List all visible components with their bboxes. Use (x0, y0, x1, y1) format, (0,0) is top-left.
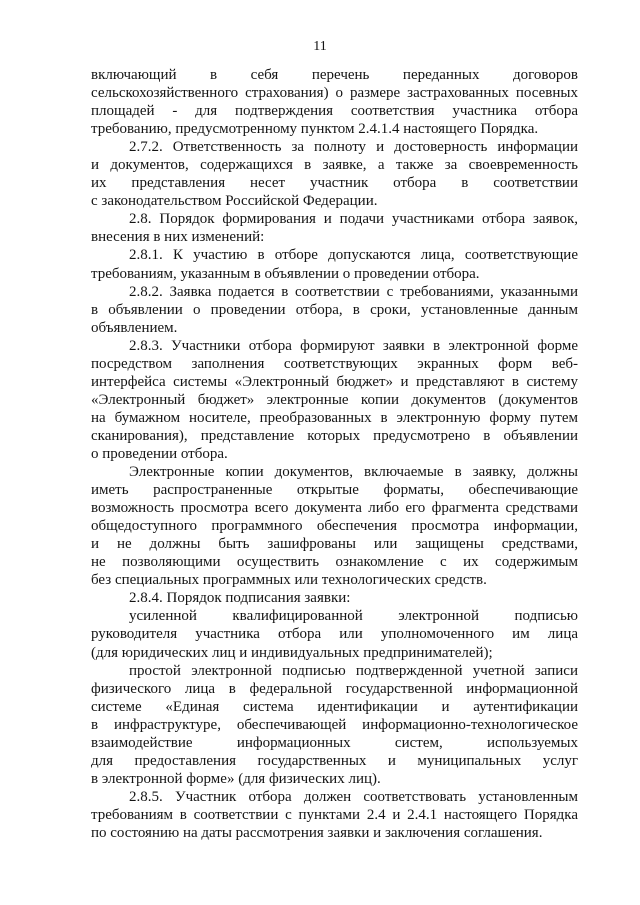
text-line: 2.8. Порядок формирования и подачи участниками отбора заявок, (129, 211, 578, 228)
text-line: не позволяющими осуществить ознакомление с их содержимым (91, 554, 578, 571)
text-line: о проведении отбора. (91, 445, 228, 462)
text-line: требованиям, указанным в объявлении о проведении отбора. (91, 265, 480, 282)
text-line: 2.8.1. К участию в отборе допускаются лица, соответствующие (129, 247, 578, 264)
text-line: 2.8.5. Участник отбора должен соответствовать установленным (129, 788, 578, 805)
text-line: 2.8.3. Участники отбора формируют заявки в электронной форме (129, 337, 578, 354)
text-line: на бумажном носителе, преобразованных в электронную форму путем (91, 409, 578, 426)
text-line: и не должны быть зашифрованы или защищены средствами, (91, 536, 578, 553)
text-line: с законодательством Российской Федерации. (91, 193, 378, 210)
text-line: в объявлении о проведении отбора, в сроки, установленные данным (91, 301, 578, 318)
text-line: их представления несет участник отбора в соответствии (91, 175, 578, 192)
text-line: требованию, предусмотренному пунктом 2.4.1.4 настоящего Порядка. (91, 121, 539, 138)
text-line: «Электронный бюджет» электронные копии документов (документов (91, 391, 578, 408)
text-line: простой электронной подписью подтвержденной учетной записи (129, 662, 578, 679)
document-body (91, 66, 578, 842)
text-line: взаимодействие информационных систем, используемых (91, 734, 578, 751)
text-line: для предоставления государственных и муниципальных услуг (91, 752, 578, 769)
text-line: посредством заполнения соответствующих экранных форм веб- (91, 355, 578, 372)
text-line: физического лица в федеральной государственной информационной (91, 680, 578, 697)
text-line: 2.8.4. Порядок подписания заявки: (129, 590, 351, 607)
text-line: в инфраструктуре, обеспечивающей информационно-технологическое (91, 716, 578, 733)
text-line: общедоступного программного обеспечения просмотра информации, (91, 518, 578, 535)
text-line: внесения в них изменений: (91, 229, 265, 246)
text-line: интерфейса системы «Электронный бюджет» и представляют в систему (91, 373, 578, 390)
text-line: требованиям в соответствии с пунктами 2.4 и 2.4.1 настоящего Порядка (91, 806, 578, 823)
text-line: Электронные копии документов, включаемые в заявку, должны (129, 464, 578, 481)
text-line: по состоянию на даты рассмотрения заявки и заключения соглашения. (91, 824, 543, 841)
text-line: руководителя участника отбора или уполномоченного им лица (91, 626, 578, 643)
text-line: без специальных программных или технологических средств. (91, 572, 487, 589)
text-line: возможность просмотра всего документа либо его фрагмента средствами (91, 500, 578, 517)
text-line: площадей - для подтверждения соответствия участника отбора (91, 103, 578, 120)
text-line: объявлением. (91, 319, 178, 336)
text-line: 2.8.2. Заявка подается в соответствии с требованиями, указанными (129, 283, 578, 300)
text-line: иметь распространенные открытые форматы, обеспечивающие (91, 482, 578, 499)
text-line: сканирования), представление которых предусмотрено в объявлении (91, 427, 578, 444)
text-line: усиленной квалифицированной электронной подписью (129, 608, 578, 625)
text-line: сельскохозяйственного страхования) о размере застрахованных посевных (91, 85, 578, 102)
text-line: и документов, содержащихся в заявке, а также за своевременность (91, 157, 578, 174)
text-line: 2.7.2. Ответственность за полноту и достоверность информации (129, 139, 578, 156)
page-number: 11 (313, 39, 327, 54)
text-line: (для юридических лиц и индивидуальных предпринимателей); (91, 644, 493, 661)
text-line: системе «Единая система идентификации и аутентификации (91, 698, 578, 715)
text-line: в электронной форме» (для физических лиц). (91, 770, 381, 787)
text-line: включающий в себя перечень переданных договоров (91, 67, 578, 83)
